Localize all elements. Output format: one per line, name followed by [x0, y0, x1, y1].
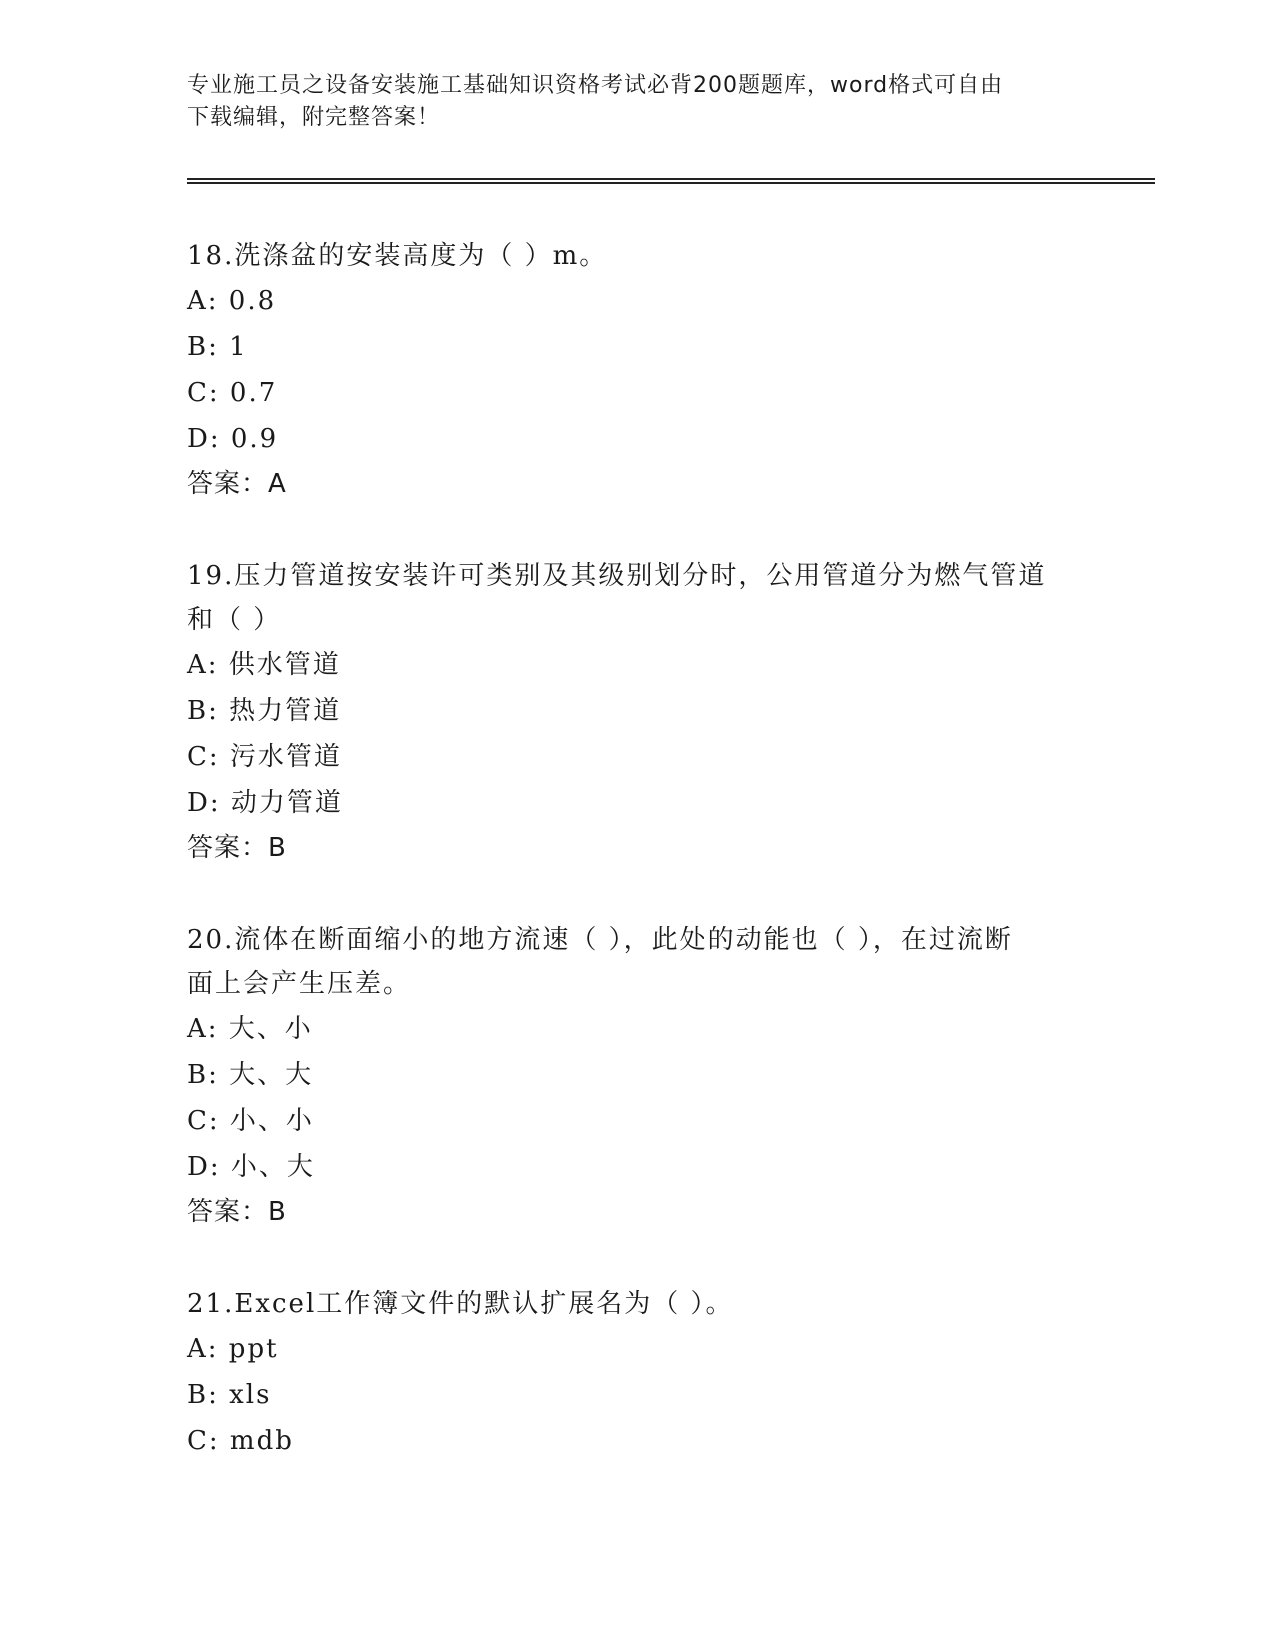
question-title: 21.Excel工作簿文件的默认扩展名为（ ）。 — [187, 1289, 734, 1319]
option-a: A: 供水管道 — [187, 650, 341, 680]
question-19 — [187, 554, 1087, 870]
option-b: B: 热力管道 — [187, 696, 342, 726]
question-title-continued: 面上会产生压差。 — [187, 969, 412, 999]
option-c: C: mdb — [187, 1426, 294, 1456]
header-divider — [187, 178, 1155, 184]
header-line-2: 下载编辑，附完整答案！ — [187, 105, 441, 130]
question-title: 20.流体在断面缩小的地方流速（ ），此处的动能也（ ），在过流断 — [187, 925, 1013, 955]
answer: 答案：B — [187, 1197, 287, 1227]
question-20 — [187, 918, 1087, 1234]
option-d: D: 动力管道 — [187, 788, 343, 818]
option-a: A: ppt — [187, 1334, 279, 1364]
option-a: A: 大、小 — [187, 1014, 313, 1044]
option-d: D: 小、大 — [187, 1152, 315, 1182]
question-21 — [187, 1282, 1087, 1464]
option-c: C: 小、小 — [187, 1106, 314, 1136]
option-d: D: 0.9 — [187, 424, 279, 454]
answer: 答案：A — [187, 469, 287, 499]
option-c: C: 污水管道 — [187, 742, 342, 772]
question-title: 19.压力管道按安装许可类别及其级别划分时，公用管道分为燃气管道 — [187, 561, 1047, 591]
answer: 答案：B — [187, 833, 287, 863]
question-title: 18.洗涤盆的安装高度为（ ）m。 — [187, 241, 608, 271]
option-a: A: 0.8 — [187, 286, 277, 316]
question-18 — [187, 234, 1087, 506]
option-b: B: 1 — [187, 332, 248, 362]
option-b: B: 大、大 — [187, 1060, 314, 1090]
option-b: B: xls — [187, 1380, 272, 1410]
header-line-1: 专业施工员之设备安装施工基础知识资格考试必背200题题库，word格式可自由 — [187, 73, 1004, 98]
question-title-continued: 和（ ） — [187, 605, 282, 635]
document-header — [187, 70, 1087, 134]
option-c: C: 0.7 — [187, 378, 278, 408]
